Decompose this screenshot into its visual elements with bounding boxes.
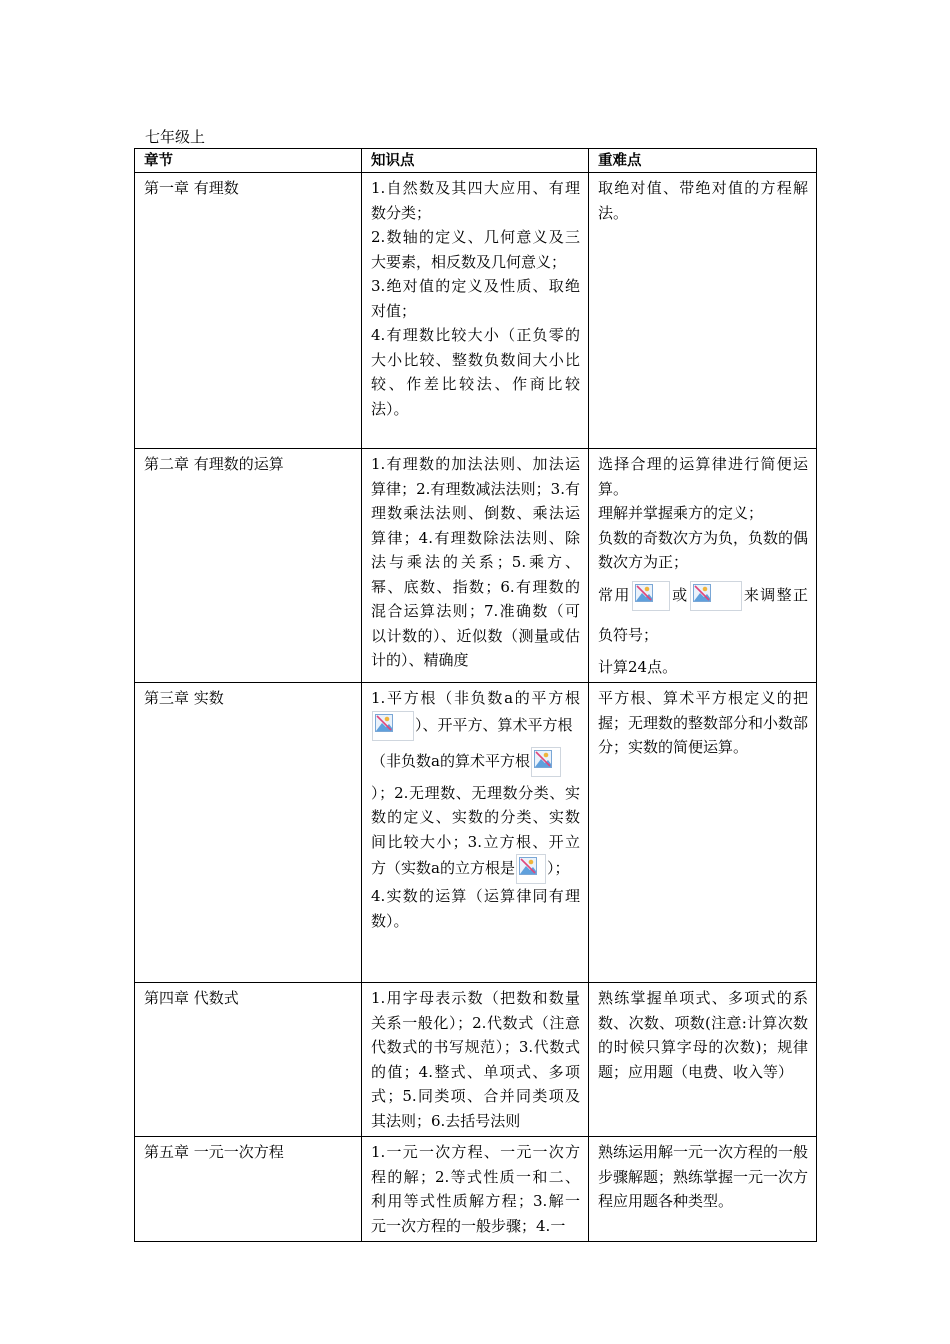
text-fragment: ）； xyxy=(546,859,570,877)
table-row xyxy=(135,173,817,449)
difficulty-item: 理解并掌握乘方的定义； xyxy=(598,504,764,522)
knowledge-item: 3.绝对值的定义及性质、取绝对值； xyxy=(371,277,580,320)
difficulty-item: 熟练掌握单项式、多项式的系数、次数、项数(注意:计算次数的时候只算字母的次数)；规律题；应用题（电费、收入等） xyxy=(598,989,808,1081)
header-chapter: 章节 xyxy=(135,149,362,173)
broken-image-icon xyxy=(632,581,670,611)
table-row xyxy=(135,1137,817,1242)
table-row xyxy=(135,683,817,983)
difficulty-cell xyxy=(589,173,817,449)
difficulty-cell xyxy=(589,983,817,1137)
knowledge-item: 4.实数的运算（运算律同有理数）。 xyxy=(371,887,580,930)
difficulty-item: 负数的奇数次方为负，负数的偶数次方为正； xyxy=(598,528,809,571)
text-fragment: ）；2.无理数、无理数分类、实数的定义、实数的分类、实数间比较大小；3.立方根、开立方（实数a的立方根是 xyxy=(371,783,580,877)
difficulty-cell xyxy=(589,1137,817,1242)
knowledge-cell xyxy=(362,449,589,683)
text-fragment: 来调整正负符号； xyxy=(598,585,808,644)
text-fragment: 或 xyxy=(670,585,689,604)
knowledge-item: 1.用字母表示数（把数和数量关系一般化）；2.代数式（注意代数式的书写规范）；3.代数式的值；4.整式、单项式、多项式；5.同类项、合并同类项及其法则；6.去括号法则 xyxy=(371,989,580,1130)
chapter-cell: 第二章 有理数的运算 xyxy=(135,449,362,683)
text-fragment: 1.平方根（非负数a的平方根 xyxy=(371,689,580,707)
difficulty-item: 熟练运用解一元一次方程的一般步骤解题；熟练掌握一元一次方程应用题各种类型。 xyxy=(598,1143,809,1210)
table-header-row xyxy=(135,149,817,173)
header-knowledge: 知识点 xyxy=(362,149,589,173)
syllabus-table xyxy=(134,148,817,1242)
difficulty-cell xyxy=(589,449,817,683)
difficulty-cell xyxy=(589,683,817,983)
knowledge-item xyxy=(371,741,580,781)
chapter-cell: 第四章 代数式 xyxy=(135,983,362,1137)
knowledge-cell xyxy=(362,173,589,449)
text-fragment: 常用 xyxy=(598,585,631,604)
text-fragment: （非负数a的算术平方根 xyxy=(371,751,530,770)
knowledge-item xyxy=(371,686,580,741)
knowledge-item: 1.一元一次方程、一元一次方程的解；2.等式性质一和二、利用等式性质解方程；3.解一元一次方程的一般步骤；4.一 xyxy=(371,1143,580,1235)
broken-image-icon xyxy=(690,581,742,611)
table-row xyxy=(135,983,817,1137)
chapter-cell: 第一章 有理数 xyxy=(135,173,362,449)
difficulty-item xyxy=(598,575,808,655)
table-row xyxy=(135,449,817,683)
grade-title: 七年级上 xyxy=(145,128,206,146)
chapter-cell: 第五章 一元一次方程 xyxy=(135,1137,362,1242)
broken-image-icon xyxy=(372,711,414,741)
difficulty-item: 选择合理的运算律进行简便运算。 xyxy=(598,455,808,498)
difficulty-item: 取绝对值、带绝对值的方程解法。 xyxy=(598,179,808,222)
knowledge-item: 2.数轴的定义、几何意义及三大要素，相反数及几何意义； xyxy=(371,228,580,271)
text-fragment: ）、开平方、算术平方根 xyxy=(415,715,573,734)
knowledge-cell xyxy=(362,1137,589,1242)
knowledge-cell xyxy=(362,983,589,1137)
difficulty-item: 平方根、算术平方根定义的把握；无理数的整数部分和小数部分；实数的简便运算。 xyxy=(598,689,809,756)
knowledge-item: 1.自然数及其四大应用、有理数分类； xyxy=(371,179,580,222)
knowledge-cell xyxy=(362,683,589,983)
broken-image-icon xyxy=(516,854,546,884)
knowledge-item: 1.有理数的加法法则、加法运算律；2.有理数减法法则；3.有理数乘法法则、倒数、乘法运算律；4.有理数除法法则、除法与乘法的关系；5.乘方、幂、底数、指数；6.有理数的混合运算法则；7.准确数（可以计数的）、近似数（测量或估计的）、精确度 xyxy=(371,455,580,669)
knowledge-item xyxy=(371,781,580,885)
difficulty-item: 计算24点。 xyxy=(598,657,678,676)
header-difficulty: 重难点 xyxy=(589,149,817,173)
knowledge-item: 4.有理数比较大小（正负零的大小比较、整数负数间大小比较、作差比较法、作商比较法）。 xyxy=(371,326,580,418)
broken-image-icon xyxy=(531,747,561,777)
chapter-cell: 第三章 实数 xyxy=(135,683,362,983)
